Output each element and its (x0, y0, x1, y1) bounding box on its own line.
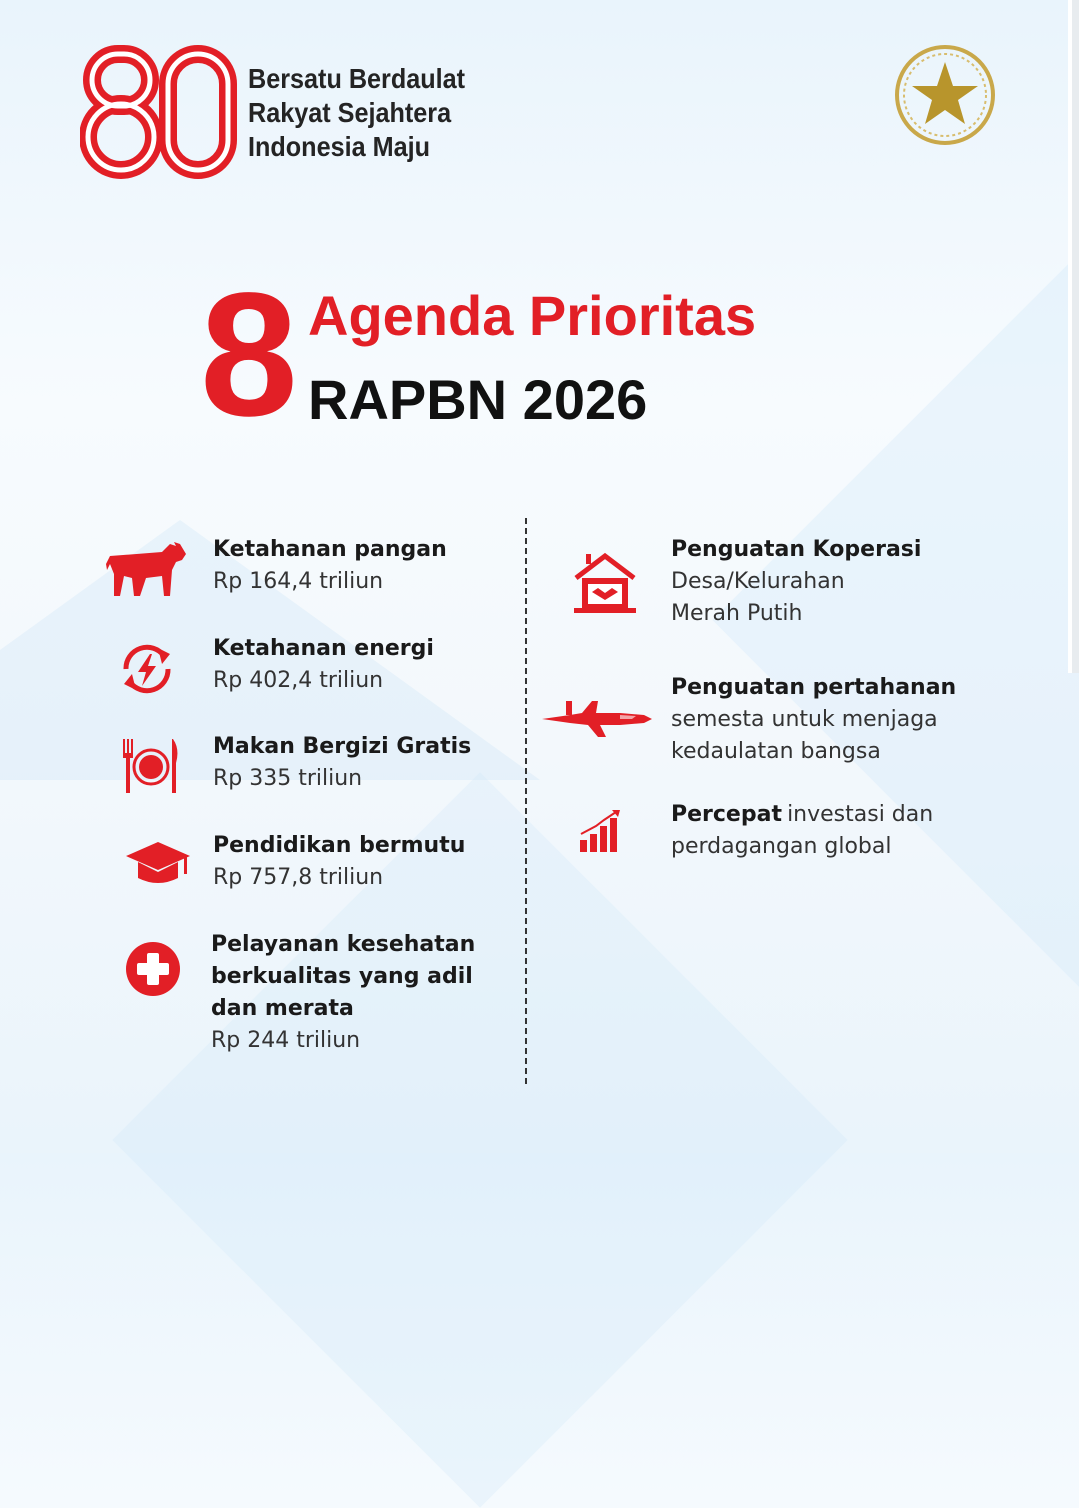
agenda-name: Percepat (671, 802, 782, 827)
star-emblem-icon (890, 42, 1000, 148)
agenda-amount: Rp 402,4 triliun (213, 668, 384, 693)
cooperative-house-icon (572, 552, 638, 614)
page-title: Agenda Prioritas (308, 284, 757, 347)
agenda-name: Ketahanan pangan (213, 537, 447, 562)
agenda-name: Penguatan Koperasi (671, 537, 922, 562)
page-edge (1072, 0, 1079, 673)
cow-icon (106, 540, 188, 598)
agenda-desc: investasi dan (787, 802, 934, 827)
agenda-name: dan merata (211, 996, 354, 1021)
agenda-amount: Rp 164,4 triliun (213, 569, 384, 594)
agenda-desc: perdagangan global (671, 834, 892, 859)
tagline (248, 62, 489, 164)
agenda-amount: Rp 757,8 triliun (213, 865, 384, 890)
agenda-name: Ketahanan energi (213, 636, 434, 661)
agenda-count: 8 (200, 257, 298, 453)
agenda-name: Penguatan pertahanan (671, 675, 957, 700)
health-cross-icon (124, 940, 182, 998)
agenda-desc: kedaulatan bangsa (671, 739, 881, 764)
page-subtitle: RAPBN 2026 (308, 368, 648, 431)
agenda-desc: Desa/Kelurahan (671, 569, 845, 594)
agenda-name: Makan Bergizi Gratis (213, 734, 472, 759)
agenda-name: Pendidikan bermutu (213, 833, 466, 858)
tagline-line: Rakyat Sejahtera (248, 97, 452, 128)
graduation-cap-icon (124, 840, 192, 886)
column-divider (525, 518, 527, 1084)
growth-chart-icon (578, 808, 622, 854)
agenda-amount: Rp 335 triliun (213, 766, 363, 791)
agenda-desc: semesta untuk menjaga (671, 707, 938, 732)
fighter-jet-icon (540, 697, 654, 739)
meal-icon (120, 735, 182, 795)
agenda-name: Pelayanan kesehatan (211, 932, 476, 957)
agenda-desc: Merah Putih (671, 601, 803, 626)
logo-80-icon (80, 42, 240, 182)
tagline-line: Indonesia Maju (248, 131, 431, 162)
energy-icon (114, 636, 180, 702)
agenda-name: berkualitas yang adil (211, 964, 473, 989)
agenda-amount: Rp 244 triliun (211, 1028, 361, 1053)
tagline-line: Bersatu Berdaulat (248, 63, 466, 94)
